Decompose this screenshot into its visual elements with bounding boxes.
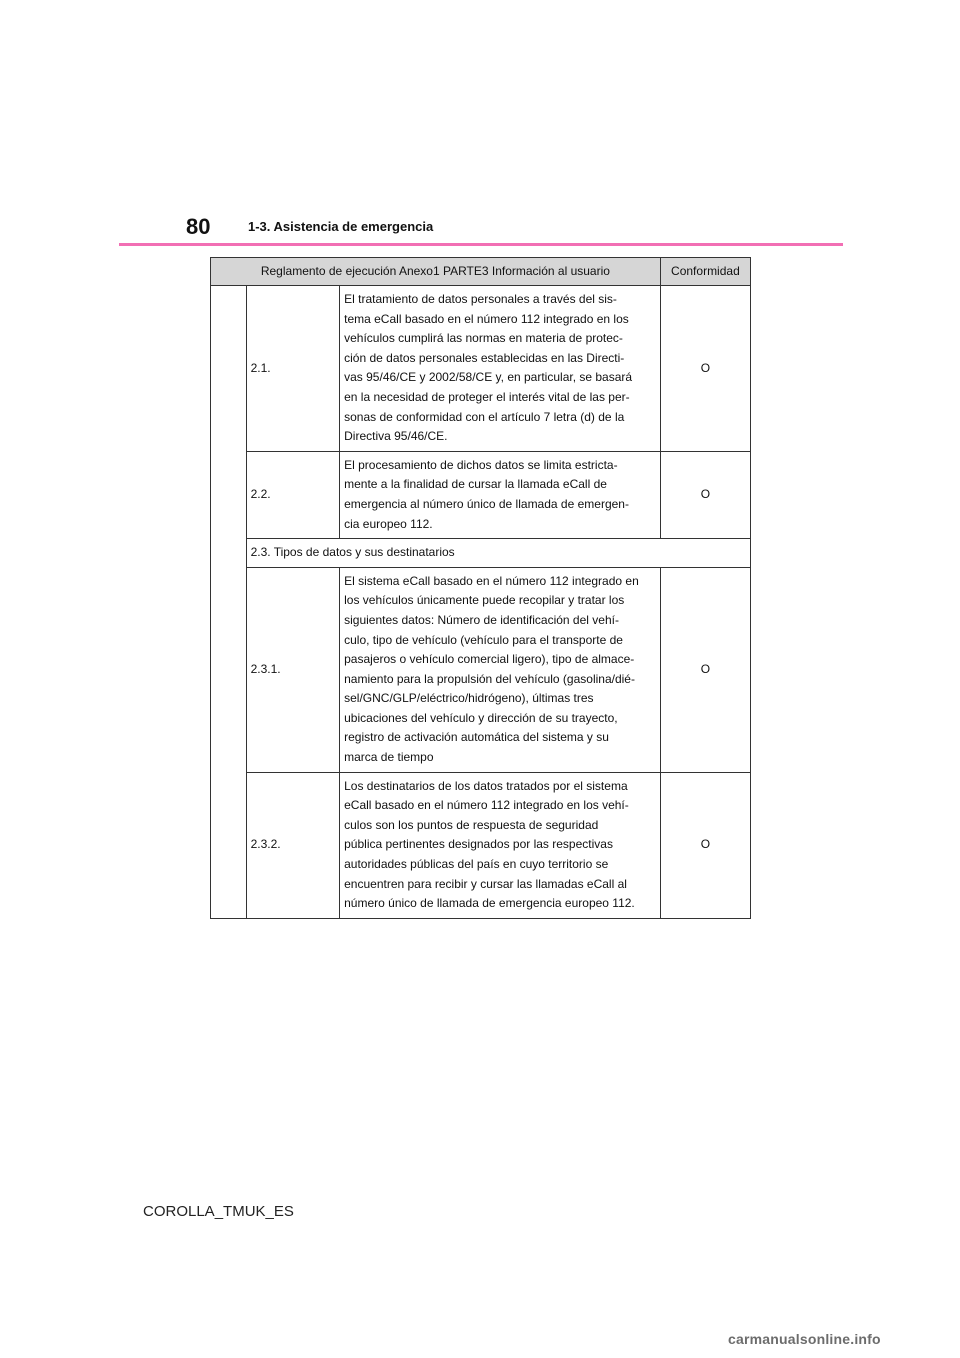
row-text xyxy=(340,567,661,772)
text-line: pasajeros o vehículo comercial ligero), tipo de almace- xyxy=(344,652,635,667)
row-conformity: O xyxy=(660,286,750,452)
table-subheading-row xyxy=(211,539,751,568)
text-line: namiento para la propulsión del vehículo (gasolina/dié- xyxy=(344,671,635,686)
text-line: Los destinatarios de los datos tratados por el sistema xyxy=(344,778,628,793)
page-number: 80 xyxy=(186,214,211,239)
text-line: El sistema eCall basado en el número 112 integrado en xyxy=(344,573,639,588)
section-title: 1-3. Asistencia de emergencia xyxy=(248,219,434,234)
text-line: marca de tiempo xyxy=(344,750,434,765)
table-row xyxy=(211,772,751,918)
header-conformity: Conformidad xyxy=(660,258,750,286)
row-number: 2.1. xyxy=(246,286,340,452)
table-row xyxy=(211,286,751,452)
header-regulation: Reglamento de ejecución Anexo1 PARTE3 Información al usuario xyxy=(211,258,661,286)
text-line: mente a la finalidad de cursar la llamada eCall de xyxy=(344,477,607,492)
table-header-row xyxy=(211,258,751,286)
row-text xyxy=(340,286,661,452)
text-line: en la necesidad de proteger el interés vital de las per- xyxy=(344,389,630,404)
row-text xyxy=(340,451,661,538)
text-line: registro de activación automática del sistema y su xyxy=(344,730,609,745)
blank-column xyxy=(211,286,247,919)
header-rule xyxy=(119,243,843,246)
row-conformity: O xyxy=(660,451,750,538)
row-number: 2.3.2. xyxy=(246,772,340,918)
text-line: El procesamiento de dichos datos se limita estricta- xyxy=(344,457,618,472)
text-line: vas 95/46/CE y 2002/58/CE y, en particular, se basará xyxy=(344,370,633,385)
text-line: vehículos cumplirá las normas en materia de protec- xyxy=(344,331,623,346)
row-number: 2.2. xyxy=(246,451,340,538)
row-conformity: O xyxy=(660,567,750,772)
table-row xyxy=(211,567,751,772)
text-line: ción de datos personales establecidas en las Directi- xyxy=(344,350,625,365)
regulation-table xyxy=(210,257,751,919)
text-line: Directiva 95/46/CE. xyxy=(344,429,448,444)
text-line: pública pertinentes designados por las respectivas xyxy=(344,837,613,852)
text-line: cia europeo 112. xyxy=(344,516,433,531)
text-line: número único de llamada de emergencia europeo 112. xyxy=(344,896,635,911)
text-line: ubicaciones del vehículo y dirección de su trayecto, xyxy=(344,710,618,725)
text-line: El tratamiento de datos personales a través del sis- xyxy=(344,292,617,306)
table-row xyxy=(211,451,751,538)
text-line: eCall basado en el número 112 integrado en los vehí- xyxy=(344,798,629,813)
row-number: 2.3.1. xyxy=(246,567,340,772)
subheading: 2.3. Tipos de datos y sus destinatarios xyxy=(246,539,750,568)
row-conformity: O xyxy=(660,772,750,918)
text-line: culo, tipo de vehículo (vehículo para el transporte de xyxy=(344,632,623,647)
text-line: siguientes datos: Número de identificación del vehí- xyxy=(344,612,619,627)
text-line: sel/GNC/GLP/eléctrico/hidrógeno), últimas tres xyxy=(344,691,594,706)
watermark: carmanualsonline.info xyxy=(728,1331,881,1347)
text-line: encuentren para recibir y cursar las llamadas eCall al xyxy=(344,876,627,891)
text-line: emergencia al número único de llamada de emergen- xyxy=(344,496,629,511)
text-line: autoridades públicas del país en cuyo territorio se xyxy=(344,857,609,872)
text-line: los vehículos únicamente puede recopilar y tratar los xyxy=(344,593,625,608)
text-line: sonas de conformidad con el artículo 7 letra (d) de la xyxy=(344,409,625,424)
text-line: tema eCall basado en el número 112 integrado en los xyxy=(344,311,629,326)
text-line: culos son los puntos de respuesta de seguridad xyxy=(344,817,599,832)
row-text xyxy=(340,772,661,918)
footer-doc-code: COROLLA_TMUK_ES xyxy=(143,1203,294,1220)
